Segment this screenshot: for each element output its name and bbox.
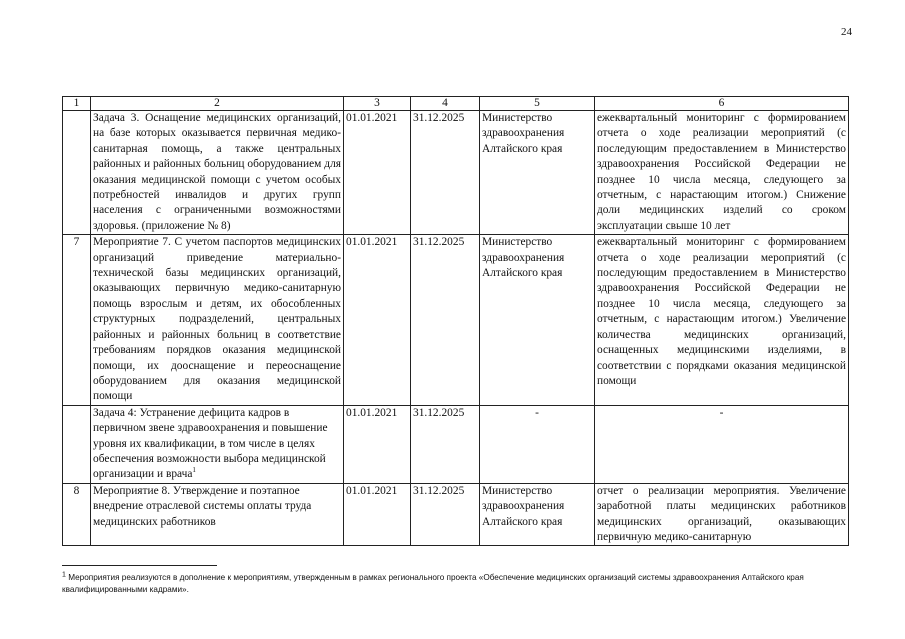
executor: - — [480, 405, 595, 483]
task-name — [91, 405, 344, 483]
footnote — [62, 572, 842, 596]
table-row — [63, 111, 849, 235]
header-col-4: 4 — [411, 97, 480, 111]
end-date: 31.12.2025 — [411, 111, 480, 235]
header-col-2: 2 — [91, 97, 344, 111]
start-date: 01.01.2021 — [344, 483, 411, 546]
row-number — [63, 405, 91, 483]
end-date: 31.12.2025 — [411, 405, 480, 483]
result: ежеквартальный мониторинг с формированием отчета о ходе реализации мероприятий (с последующим предоставлением в Министерство здравоохранения Российской Федерации не позднее 10 числа месяца, следующего за отчетным, с нарастающим итогом.) Снижение доли медицинских изделий со сроком эксплуатации свыше 10 лет — [595, 111, 849, 235]
result: отчет о реализации мероприятия. Увеличение заработной платы медицинских работников медицинских организаций, оказывающих первичную медико-санитарную — [595, 483, 849, 546]
start-date: 01.01.2021 — [344, 405, 411, 483]
executor: Министерство здравоохранения Алтайского края — [480, 235, 595, 405]
header-col-1: 1 — [63, 97, 91, 111]
task-name: Мероприятие 7. С учетом паспортов медицинских организаций приведение материально-технической базы медицинских организаций, оказывающих первичную медико-санитарную помощь взрослым и детям, их обособленных структурных подразделений, центральных районных и районных больниц в соответствие требованиям порядков оказания медицинской помощи, их дооснащение и переоснащение оборудованием для оказания медицинской помощи — [91, 235, 344, 405]
activities-table — [62, 96, 849, 546]
row-number: 8 — [63, 483, 91, 546]
result: ежеквартальный мониторинг с формированием отчета о ходе реализации мероприятий (с последующим предоставлением в Министерство здравоохранения Российской Федерации не позднее 10 числа месяца, следующего за отчетным, с нарастающим итогом.) Увеличение количества медицинских организаций, оснащенных медицинскими изделиями, в соответствии с порядками оказания медицинской помощи — [595, 235, 849, 405]
start-date: 01.01.2021 — [344, 235, 411, 405]
end-date: 31.12.2025 — [411, 483, 480, 546]
header-row — [63, 97, 849, 111]
row-number — [63, 111, 91, 235]
start-date: 01.01.2021 — [344, 111, 411, 235]
page-number: 24 — [841, 26, 852, 38]
header-col-3: 3 — [344, 97, 411, 111]
task-name-text: Задача 4: Устранение дефицита кадров в первичном звене здравоохранения и повышение уровня их квалификации, в том числе в целях обеспечения возможности выбора медицинской организации и врача — [93, 406, 328, 481]
end-date: 31.12.2025 — [411, 235, 480, 405]
executor: Министерство здравоохранения Алтайского края — [480, 483, 595, 546]
task-name: Мероприятие 8. Утверждение и поэтапное внедрение отраслевой системы оплаты труда медицинских работников — [91, 483, 344, 546]
table-row — [63, 235, 849, 405]
row-number: 7 — [63, 235, 91, 405]
header-col-5: 5 — [480, 97, 595, 111]
footnote-text: Мероприятия реализуются в дополнение к мероприятиям, утвержденным в рамках регионального проекта «Обеспечение медицинских организаций системы здравоохранения Алтайского края квалифицированными кадрами». — [62, 573, 804, 594]
result: - — [595, 405, 849, 483]
header-col-6: 6 — [595, 97, 849, 111]
executor: Министерство здравоохранения Алтайского края — [480, 111, 595, 235]
footnote-marker: 1 — [62, 571, 66, 579]
table-row — [63, 405, 849, 483]
task-name: Задача 3. Оснащение медицинских организаций, на базе которых оказывается первичная медико-санитарная помощь, а также центральных районных и районных больниц оборудованием для оказания медицинской помощи с учетом особых потребностей инвалидов и других групп населения с ограниченными возможностями здоровья. (приложение № 8) — [91, 111, 344, 235]
footnote-divider — [62, 565, 217, 566]
table-row — [63, 483, 849, 546]
footnote-ref: 1 — [192, 466, 196, 475]
